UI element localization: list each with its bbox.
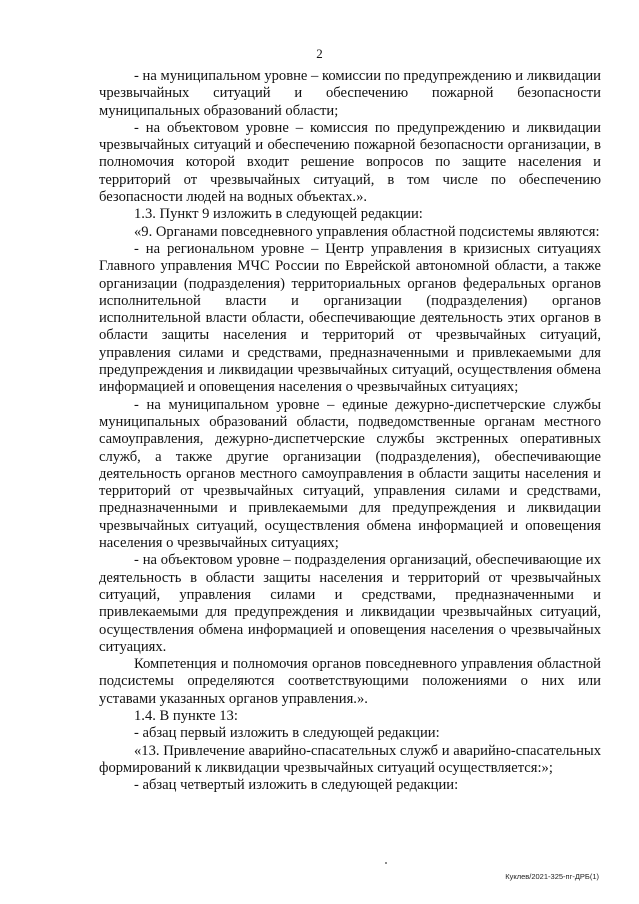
paragraph-point-13: «13. Привлечение аварийно-спасательных служб и аварийно-спасательных формирований к ликвидации чрезвычайных ситуаций осуществляется:»; bbox=[99, 742, 601, 776]
scan-speck bbox=[385, 862, 387, 864]
paragraph-fourth-abzac: - абзац четвертый изложить в следующей редакции: bbox=[134, 777, 459, 794]
paragraph-municipal-commission: - на муниципальном уровне – комиссии по предупреждению и ликвидации чрезвычайных ситуаций и обеспечению пожарной безопасности муниципальных образований области; bbox=[99, 68, 601, 119]
paragraph-regional-level: - на региональном уровне – Центр управления в кризисных ситуациях Главного управления МЧС России по Еврейской автономной области, а также организации (подразделения) территориальных органов федеральных органов исполнительной власти и организации (подразделения) органов исполнительной власти области, обеспечивающие деятельность этих органов в области защиты населения и территорий от чрезвычайных ситуаций, управления силами и средствами, предназначенными и привлекаемыми для предупреждения и ликвидации чрезвычайных ситуаций, осуществления обмена информацией и оповещения населения о чрезвычайных ситуациях; bbox=[99, 240, 601, 396]
paragraph-first-abzac: - абзац первый изложить в следующей редакции: bbox=[134, 725, 440, 742]
footer-document-code: Куклев/2021-325-пг-ДРБ(1) bbox=[505, 872, 599, 881]
document-body bbox=[99, 68, 601, 794]
paragraph-municipal-level: - на муниципальном уровне – единые дежурно-диспетчерские службы муниципальных образований области, подведомственные органам местного самоуправления, дежурно-диспетчерские службы экстренных оперативных служб, а также другие организации (подразделения), обеспечивающие деятельность органов местного самоуправления в области защиты населения и территорий от чрезвычайных ситуаций, управления силами и средствами, предназначенными и привлекаемыми для предупреждения и ликвидации чрезвычайных ситуаций, осуществления обмена информацией и оповещения населения о чрезвычайных ситуациях; bbox=[99, 396, 601, 552]
page-number: 2 bbox=[316, 46, 323, 61]
paragraph-item-1-4: 1.4. В пункте 13: bbox=[134, 707, 238, 724]
paragraph-competence: Компетенция и полномочия органов повседневного управления областной подсистемы определяются соответствующими положениями о них или уставами указанных органов управления.». bbox=[99, 656, 601, 707]
paragraph-point-9: «9. Органами повседневного управления областной подсистемы являются: bbox=[134, 223, 600, 240]
paragraph-object-commission: - на объектовом уровне – комиссия по предупреждению и ликвидации чрезвычайных ситуаций и обеспечению пожарной безопасности организации, в полномочия которой входит решение вопросов по защите населения и территорий от чрезвычайных ситуаций, в том числе по обеспечению безопасности людей на водных объектах.». bbox=[99, 119, 601, 206]
paragraph-object-level: - на объектовом уровне – подразделения организаций, обеспечивающие их деятельность в области защиты населения и территорий от чрезвычайных ситуаций, управления силами и средствами, предназначенными и привлекаемыми для предупреждения и ликвидации чрезвычайных ситуаций, осуществления обмена информацией и оповещения населения о чрезвычайных ситуациях. bbox=[99, 552, 601, 655]
paragraph-item-1-3: 1.3. Пункт 9 изложить в следующей редакции: bbox=[134, 206, 423, 223]
